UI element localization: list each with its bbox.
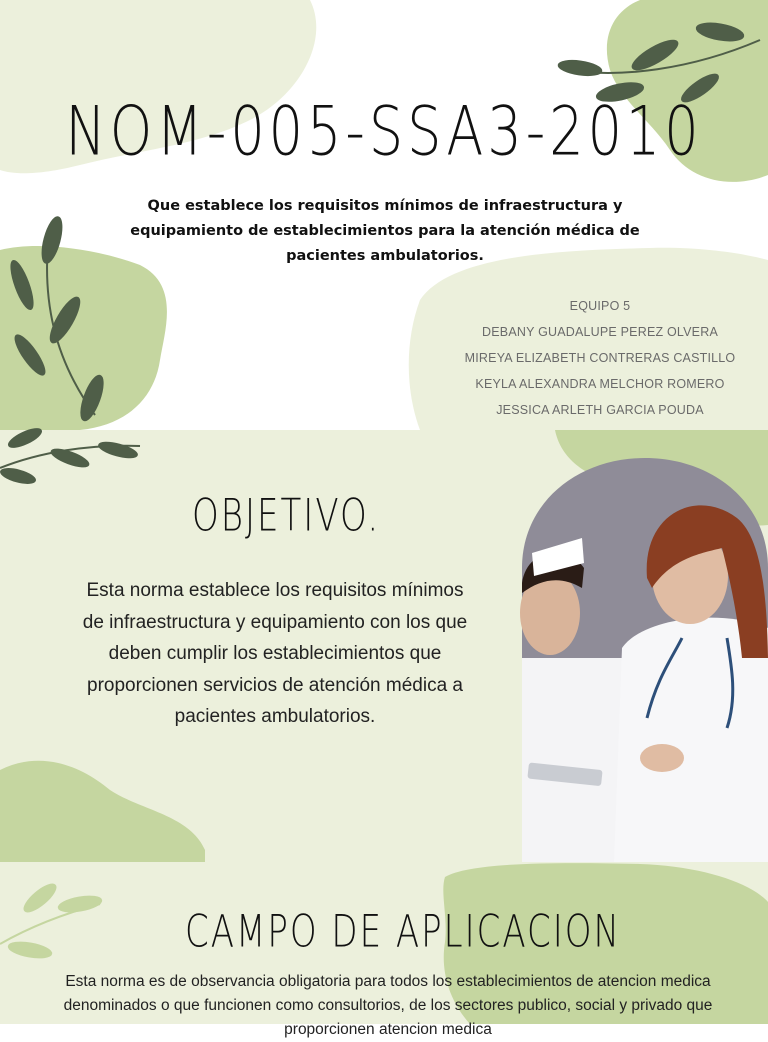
subtitle: Que establece los requisitos mínimos de infraestructura y equipamiento de establecimientos para la atención médica de pacientes ambulatorios. — [130, 198, 640, 264]
branch-top-left — [0, 425, 140, 486]
team-name: EQUIPO 5 — [569, 299, 631, 313]
objetivo-section — [0, 430, 768, 862]
campo-title: CAMPO DE APLICACION — [185, 906, 621, 958]
green-blob-bottom-left — [0, 761, 205, 862]
campo-section — [0, 862, 768, 1038]
objetivo-text: Esta norma establece los requisitos mínimos de infraestructura y equipamiento con los que deben cumplir los establecimientos que proporcionen servicios de atención médica a pacientes ambulatorios. — [82, 580, 468, 727]
team-member: JESSICA ARLETH GARCIA POUDA — [496, 403, 704, 417]
team-member: DEBANY GUADALUPE PEREZ OLVERA — [482, 325, 718, 339]
main-title: NOM-005-SSA3-2010 — [65, 92, 703, 171]
branch-light-left — [0, 880, 103, 961]
cover-section — [0, 0, 768, 430]
team-list — [440, 296, 760, 426]
team-member: MIREYA ELIZABETH CONTRERAS CASTILLO — [464, 351, 736, 365]
nurses-photo — [520, 458, 768, 862]
campo-text: Esta norma es de observancia obligatoria para todos los establecimientos de atencion medica denominados o que funcionen como consultorios, de los sectores publico, social y privado que proporcionen atencion medica — [63, 973, 713, 1038]
team-member: KEYLA ALEXANDRA MELCHOR ROMERO — [475, 377, 725, 391]
objetivo-title: OBJETIVO. — [192, 490, 381, 542]
